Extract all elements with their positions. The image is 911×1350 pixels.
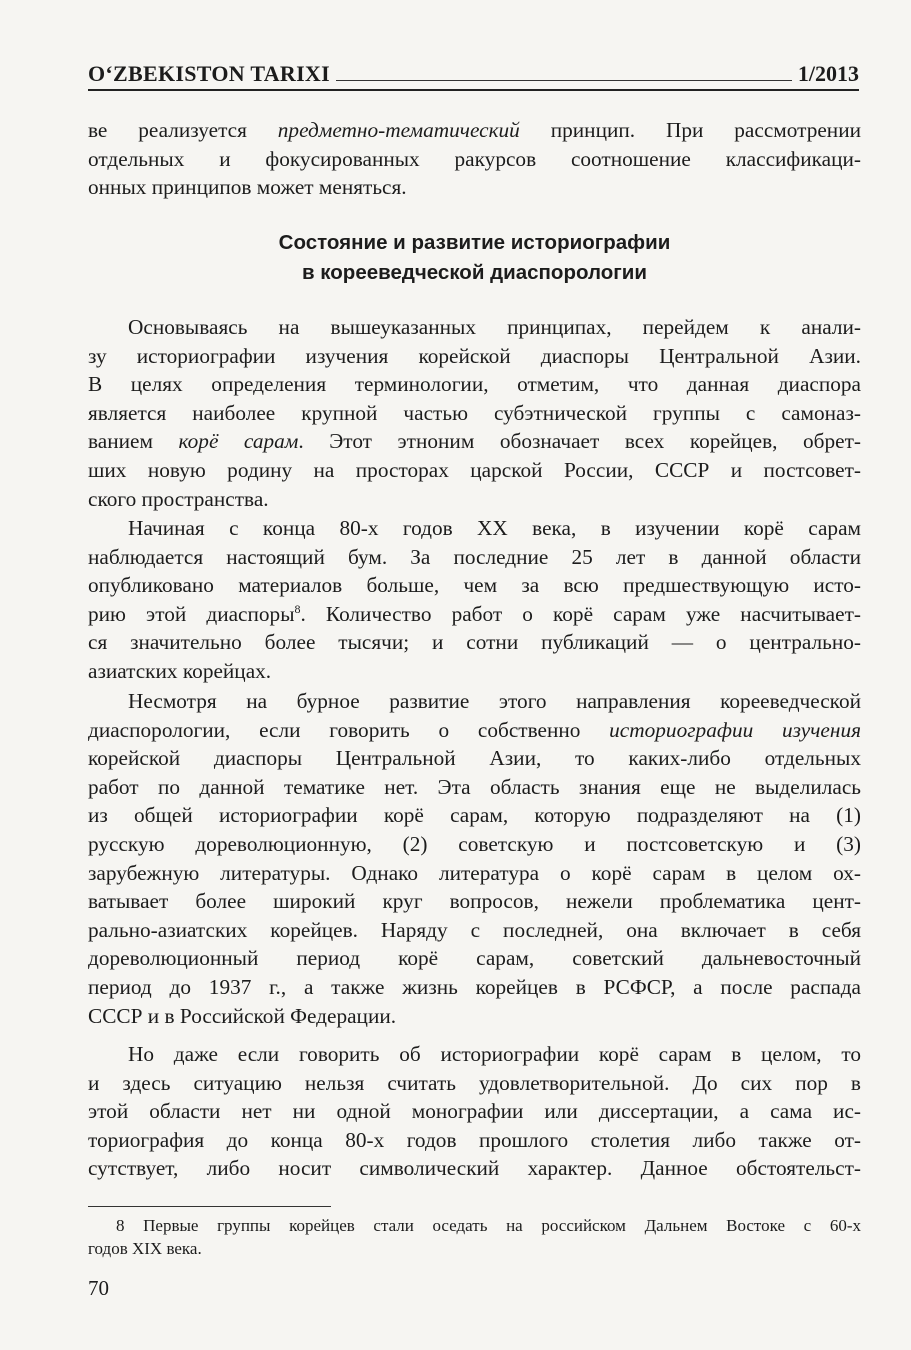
section-heading-line1: Состояние и развитие историографии xyxy=(278,231,671,254)
text-line: В целях определения терминологии, отметим, что данная диаспора xyxy=(88,372,861,397)
italic-term: историографии изучения xyxy=(609,717,861,742)
text-line: ториография до конца 80-х годов прошлого столетия либо также от- xyxy=(88,1127,861,1152)
text-line: сутствует, либо носит символический характер. Данное обстоятельст- xyxy=(88,1156,861,1181)
text-line: ся значительно более тысячи; и сотни публикаций — о центрально- xyxy=(88,630,861,655)
footnote-line2: годов XIX века. xyxy=(88,1239,202,1258)
text-line: из общей историографии корё сарам, которую подразделяют на (1) xyxy=(88,803,861,828)
text-line: период до 1937 г., а также жизнь корейцев в РСФСР, а после распада xyxy=(88,974,861,999)
paragraph-1 xyxy=(88,313,861,513)
running-head xyxy=(88,55,859,91)
text-line: зарубежную литературы. Однако литература о корё сарам в целом ох- xyxy=(88,860,861,885)
text-line: ского пространства. xyxy=(88,486,269,511)
text-line: ших новую родину на просторах царской России, СССР и постсовет- xyxy=(88,457,861,482)
italic-term: предметно-тематический xyxy=(277,118,520,142)
text-line: азиатских корейцах. xyxy=(88,658,272,683)
text-line: ватывает более широкий круг вопросов, нежели проблематика цент- xyxy=(88,889,861,914)
text-line: корейской диаспоры Центральной Азии, то каких-либо отдельных xyxy=(88,746,861,771)
footnote xyxy=(88,1214,861,1260)
text-line: рию этой диаспоры$^8$. Количество работ о корё сарам уже насчитывает- xyxy=(88,601,861,626)
paragraph-4 xyxy=(88,1040,861,1183)
text-line: наблюдается настоящий бум. За последние 25 лет в данной области xyxy=(88,544,861,569)
text-line: отдельных и фокусированных ракурсов соотношение классификаци- xyxy=(88,146,861,171)
italic-term: корё сарам xyxy=(178,429,299,454)
text-line: дореволюционный период корё сарам, советский дальневосточный xyxy=(88,946,861,971)
footnote-line1: 8 Первые группы корейцев стали оседать на российском Дальнем Востоке с 60-х xyxy=(116,1216,861,1235)
intro-paragraph xyxy=(88,116,861,202)
text-line: этой области нет ни одной монографии или диссертации, а сама ис- xyxy=(88,1099,861,1124)
text-line: работ по данной тематике нет. Эта область знания еще не выделилась xyxy=(88,774,861,799)
text-line: Но даже если говорить об историографии корё сарам в целом, то xyxy=(128,1042,861,1066)
text-line: Несмотря на бурное развитие этого направления корееведческой xyxy=(128,689,861,713)
page-number: 70 xyxy=(88,1276,109,1300)
text-line: опубликовано материалов больше, чем за всю предшествующую исто- xyxy=(88,573,861,598)
footnote-rule xyxy=(88,1206,331,1207)
paragraph-2 xyxy=(88,514,861,686)
text-line: онных принципов может меняться. xyxy=(88,175,407,200)
section-heading-line2: в корееведческой диаспорологии xyxy=(302,261,647,284)
journal-title: O‘ZBEKISTON TARIXI xyxy=(88,61,330,86)
header-rule xyxy=(336,80,792,81)
footnote-ref[interactable]: 8 xyxy=(294,601,301,616)
text-line: СССР и в Российской Федерации. xyxy=(88,1003,397,1028)
text-line: диаспорологии, если говорить о собственно историографии изучения xyxy=(88,717,861,742)
text-line: рально-азиатских корейцев. Наряду с последней, она включает в себя xyxy=(88,917,861,942)
paragraph-3 xyxy=(88,687,861,1030)
text-line: является наиболее крупной частью субэтнической группы с самоназ- xyxy=(88,400,861,425)
text-line: Основываясь на вышеуказанных принципах, перейдем к анали- xyxy=(128,315,861,339)
text-line: ванием корё сарам. Этот этноним обозначает всех корейцев, обрет- xyxy=(88,429,861,454)
text-line: ве реализуется предметно-тематический принцип. При рассмотрении xyxy=(88,118,861,142)
text-line: и здесь ситуацию нельзя считать удовлетворительной. До сих пор в xyxy=(88,1070,861,1095)
issue-number: 1/2013 xyxy=(797,61,859,86)
text-line: Начиная с конца 80-х годов XX века, в изучении корё сарам xyxy=(128,516,861,540)
section-heading xyxy=(88,228,861,288)
text-line: русскую дореволюционную, (2) советскую и постсоветскую и (3) xyxy=(88,831,861,856)
text-line: зу историографии изучения корейской диаспоры Центральной Азии. xyxy=(88,343,861,368)
